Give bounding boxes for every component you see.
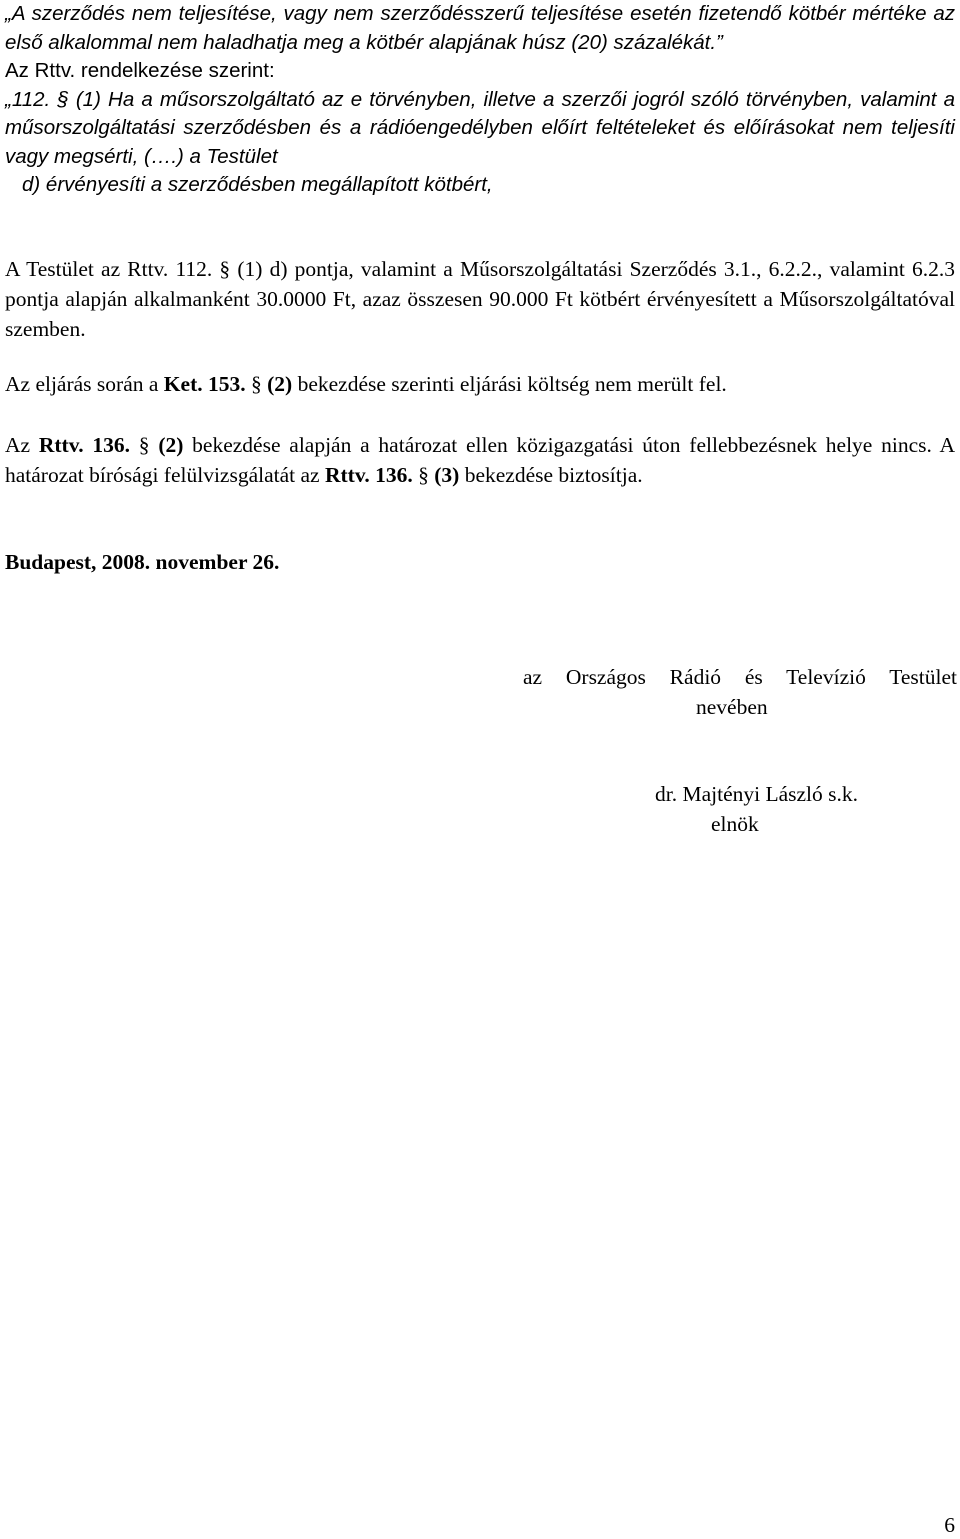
document-date: Budapest, 2008. november 26. [5, 550, 280, 574]
decision-paragraph [5, 254, 955, 344]
signatory-name: dr. Majtényi László s.k. [655, 782, 859, 806]
signatory-title: elnök [711, 812, 759, 836]
costs-paragraph [5, 369, 955, 399]
decision-text: A Testület az Rttv. 112. § (1) d) pontja, valamint a Műsorszolgáltatási Szerződés 3.1., 6.2.2., valamint 6.2.3 pontja alapján alkalmanként 30.0000 Ft, azaz összesen 90.000 Ft kötbért érvényesített a Műsorszolgáltatóval szemben. [5, 257, 955, 341]
contract-clause-quote: „A szerződés nem teljesítése, vagy nem szerződésszerű teljesítése esetén fizetendő kötbér mértéke az első alkalommal nem haladhatja meg a kötbér alapjának húsz (20) százalékát.” [5, 2, 955, 54]
page-number: 6 [944, 1513, 955, 1537]
signature-org-name: az Országos Rádió és Televízió Testület [523, 665, 957, 689]
signature-organization [523, 662, 960, 722]
rttv-112-quote: „112. § (1) Ha a műsorszolgáltató az e törvényben, illetve a szerzői jogról szóló törvényben, valamint a műsorszolgáltatási szerződésben és a rádióengedélyben előírt feltételeket és előírásokat nem teljesíti vagy megsérti, (….) a Testület [5, 87, 955, 168]
rttv-intro: Az Rttv. rendelkezése szerint: [5, 59, 275, 82]
signatory [523, 779, 960, 839]
appeal-text: Az Rttv. 136. § (2) bekezdése alapján a határozat ellen közigazgatási úton fellebbezésnek helye nincs. A határozat bírósági felülvizsgálatát az Rttv. 136. § (3) bekezdése biztosítja. [5, 433, 955, 487]
rttv-112-point-d: d) érvényesíti a szerződésben megállapított kötbért, [22, 173, 493, 196]
quoted-provisions [5, 0, 955, 200]
signature-on-behalf: nevében [696, 695, 768, 719]
appeal-paragraph [5, 430, 955, 490]
costs-text: Az eljárás során a Ket. 153. § (2) bekezdése szerinti eljárási költség nem merült fel. [5, 372, 727, 396]
